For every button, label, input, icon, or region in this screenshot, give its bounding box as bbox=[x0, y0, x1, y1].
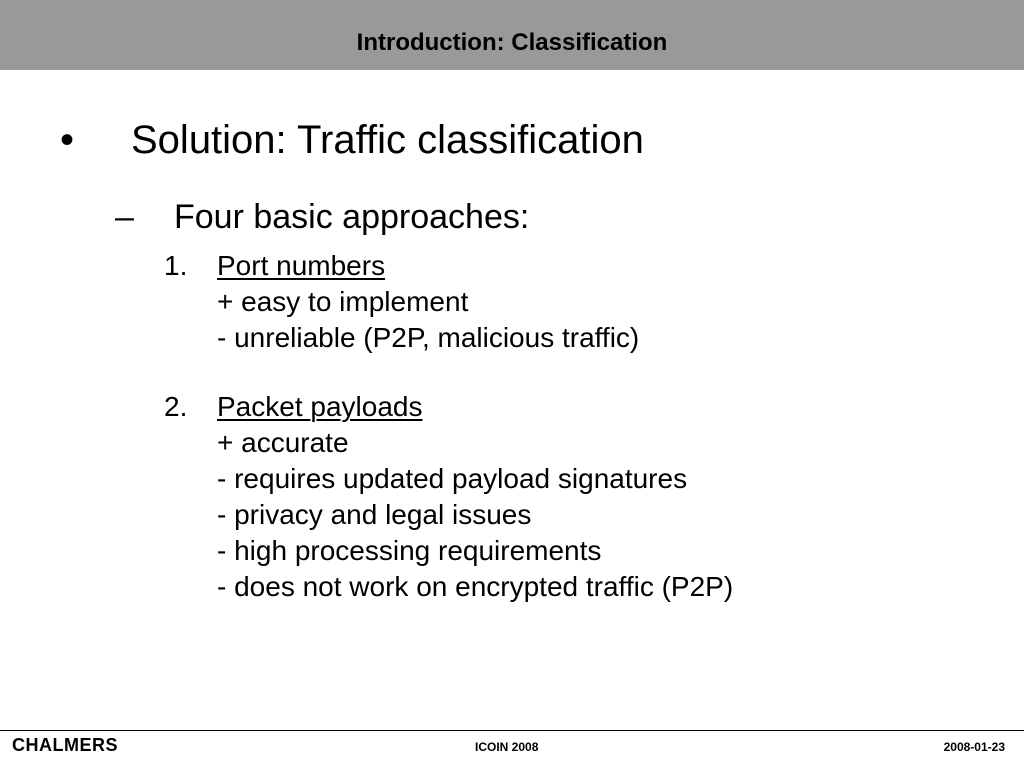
approach-point: + accurate bbox=[217, 427, 349, 458]
approach-number: 2. bbox=[164, 391, 188, 422]
approach-point: - privacy and legal issues bbox=[217, 499, 532, 530]
approach-number: 1. bbox=[164, 250, 188, 281]
approach-point: - requires updated payload signatures bbox=[217, 463, 688, 494]
approach-point: - does not work on encrypted traffic (P2P) bbox=[217, 571, 734, 602]
footer-date: 2008-01-23 bbox=[943, 740, 1005, 754]
approach-point: - high processing requirements bbox=[217, 535, 602, 566]
footer-event: ICOIN 2008 bbox=[475, 740, 539, 754]
slide-title: Introduction: Classification bbox=[356, 29, 668, 56]
approach-body bbox=[217, 248, 639, 356]
approach-heading: Port numbers bbox=[217, 250, 386, 281]
approach-point: + easy to implement bbox=[217, 286, 469, 317]
bullet-marker: • bbox=[60, 118, 75, 162]
title-bar bbox=[0, 0, 1024, 70]
approach-heading: Packet payloads bbox=[217, 391, 423, 422]
approach-point: - unreliable (P2P, malicious traffic) bbox=[217, 322, 640, 353]
dash-marker: – bbox=[115, 198, 134, 236]
main-bullet-text: Solution: Traffic classification bbox=[131, 118, 644, 162]
footer-divider bbox=[0, 730, 1024, 731]
chalmers-logo: CHALMERS bbox=[12, 735, 118, 755]
approach-body bbox=[217, 389, 733, 605]
sub-bullet-text: Four basic approaches: bbox=[174, 198, 530, 236]
